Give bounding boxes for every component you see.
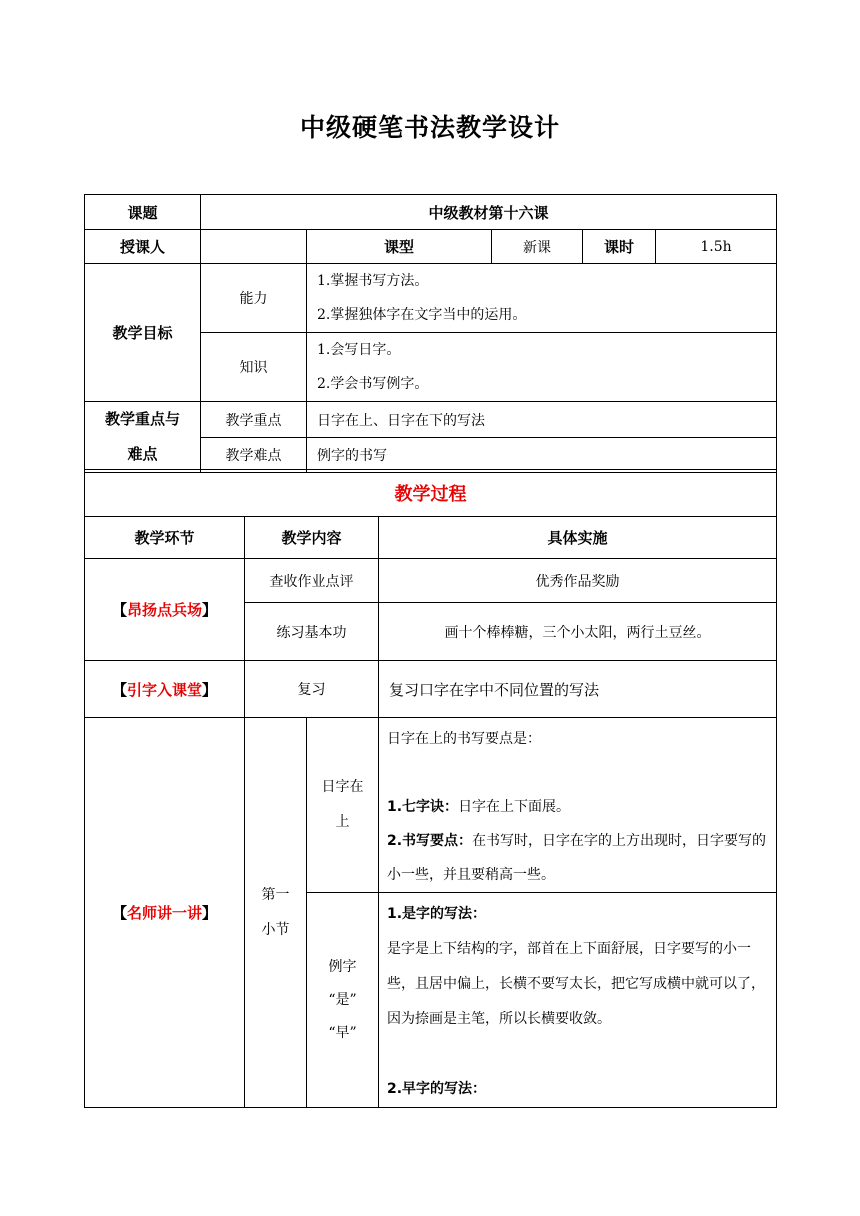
bracket-open: 【	[111, 601, 127, 619]
stage-1-content-2: 练习基本功	[245, 603, 379, 661]
col-impl-header: 具体实施	[379, 517, 777, 559]
col-content-header: 教学内容	[245, 517, 379, 559]
sub-1-body	[379, 718, 777, 893]
section-label	[245, 718, 307, 1108]
stage-2-title: 引字入课堂	[126, 680, 202, 699]
example-2-heading: 2.早字的写法：	[387, 1081, 487, 1097]
type-value: 新课	[492, 230, 583, 264]
example-1-text: 是字是上下结构的字，部首在上下面舒展，日字要写的小一些，且居中偏上，长横不要写太长，把它写成横中就可以了，因为捺画是主笔，所以长横要收敛。	[387, 941, 765, 1027]
goals-label: 教学目标	[85, 264, 201, 402]
stage-2-content: 复习	[245, 661, 379, 718]
sub-1-point-2	[387, 824, 768, 892]
col-stage-header: 教学环节	[85, 517, 245, 559]
difficulty-label: 教学难点	[201, 438, 307, 473]
difficulty-value: 例字的书写	[307, 438, 777, 473]
sub-1-label-line2: 上	[335, 814, 350, 830]
point-heading: 1.七字诀：	[387, 799, 459, 815]
teacher-label: 授课人	[85, 230, 201, 264]
bracket-open: 【	[111, 904, 127, 922]
stage-1-content-1: 查收作业点评	[245, 559, 379, 603]
stage-1-impl-2: 画十个棒棒糖，三个小太阳，两行土豆丝。	[379, 603, 777, 661]
sub-2-label-line3: “早”	[328, 1024, 357, 1041]
ability-item: 2.掌握独体字在文字当中的运用。	[317, 307, 527, 323]
bracket-close: 】	[202, 904, 218, 922]
stage-3-title: 名师讲一讲	[126, 904, 202, 922]
process-heading: 教学过程	[85, 470, 777, 517]
stage-1-impl-1: 优秀作品奖励	[379, 559, 777, 603]
point-text: 日字在上下面展。	[458, 799, 571, 815]
stage-1-title: 昂扬点兵场	[126, 601, 202, 619]
hours-label: 课时	[583, 230, 656, 264]
sub-1-point-1	[387, 790, 768, 824]
sub-1-label-line1: 日字在	[321, 779, 364, 795]
sub-2-body	[379, 893, 777, 1108]
knowledge-label: 知识	[201, 333, 307, 402]
section-label-line2: 小节	[261, 921, 290, 938]
ability-list	[307, 264, 777, 333]
sub-1-label	[307, 718, 379, 893]
lesson-info-table	[84, 194, 777, 473]
sub-2-label	[307, 893, 379, 1108]
stage-2-name	[85, 661, 245, 718]
topic-value: 中级教材第十六课	[201, 195, 777, 230]
stage-1-name	[85, 559, 245, 661]
focus-label-line1: 教学重点与	[104, 410, 180, 428]
example-1-heading: 1.是字的写法：	[387, 906, 487, 922]
knowledge-item: 1.会写日字。	[317, 342, 401, 358]
ability-item: 1.掌握书写方法。	[317, 273, 429, 289]
sub-2-label-line2: “是”	[328, 991, 357, 1008]
sub-1-intro: 日字在上的书写要点是：	[387, 731, 541, 747]
knowledge-item: 2.学会书写例字。	[317, 376, 429, 392]
teacher-value	[201, 230, 307, 264]
ability-label: 能力	[201, 264, 307, 333]
teaching-process-table	[84, 469, 777, 1108]
knowledge-list	[307, 333, 777, 402]
bracket-open: 【	[111, 680, 127, 699]
section-label-line1: 第一	[261, 886, 290, 903]
focus-label	[85, 402, 201, 473]
focus-label-line2: 难点	[127, 445, 158, 463]
page-title: 中级硬笔书法教学设计	[299, 113, 560, 142]
hours-value: 1.5h	[656, 230, 777, 264]
sub-2-label-line1: 例字	[328, 958, 357, 975]
type-label: 课型	[307, 230, 492, 264]
topic-label: 课题	[85, 195, 201, 230]
bracket-close: 】	[202, 680, 218, 699]
point-text: 在书写时，日字在字的上方出现时，日字要写的小一些，并且要稍高一些。	[387, 833, 767, 883]
bracket-close: 】	[202, 601, 218, 619]
point-heading: 2.书写要点：	[387, 833, 473, 849]
stage-3-name	[85, 718, 245, 1108]
key-point-value: 日字在上、日字在下的写法	[307, 402, 777, 438]
key-point-label: 教学重点	[201, 402, 307, 438]
stage-2-impl: 复习口字在字中不同位置的写法	[379, 661, 777, 718]
